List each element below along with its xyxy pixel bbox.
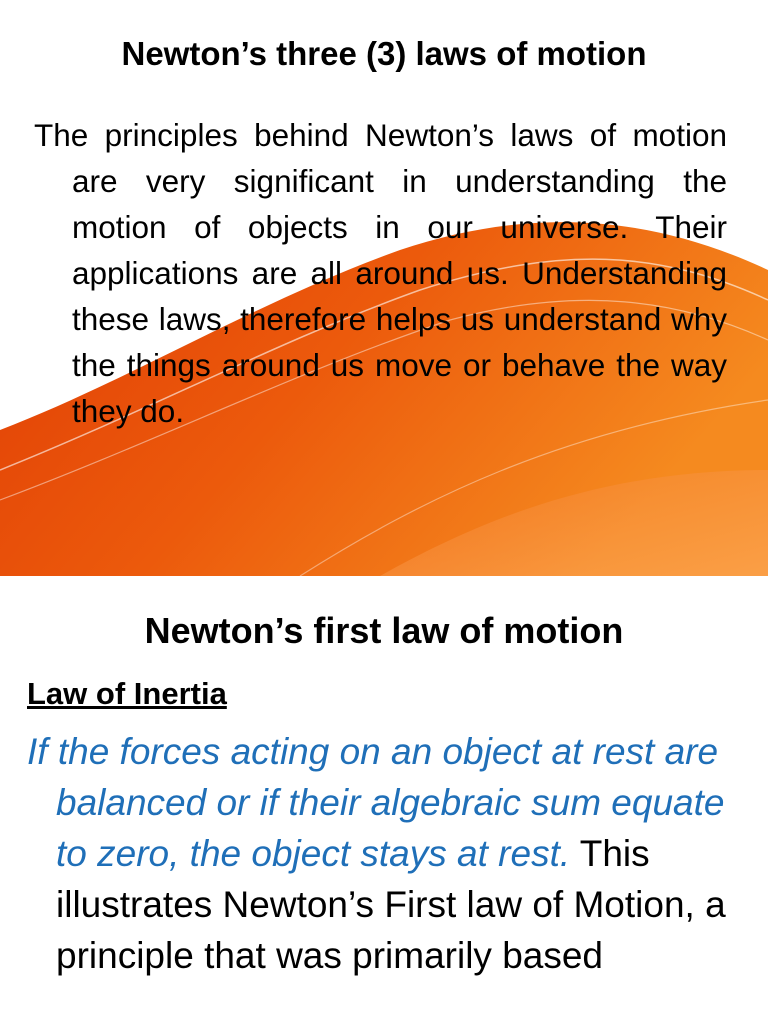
law-of-inertia-heading: Law of Inertia <box>27 676 227 711</box>
first-law-statement: If the forces acting on an object at rest are balanced or if their algebraic sum equate to zero, the object stays at rest. <box>27 731 725 874</box>
slide-1-paragraph: The principles behind Newton’s laws of motion are very significant in understanding the motion of objects in our universe. Their applications are all around us. Understanding these laws, therefore helps us understand why the things around us move or behave the way they do. <box>34 117 727 429</box>
slide-2-body <box>27 726 727 981</box>
slide-2 <box>0 576 768 1024</box>
slide-1-title: Newton’s three (3) laws of motion <box>121 35 647 72</box>
slide-2-title: Newton’s first law of motion <box>144 610 624 651</box>
first-law-explanation: This illustrates Newton’s First law of Motion, a principle that was primarily based <box>56 833 726 976</box>
